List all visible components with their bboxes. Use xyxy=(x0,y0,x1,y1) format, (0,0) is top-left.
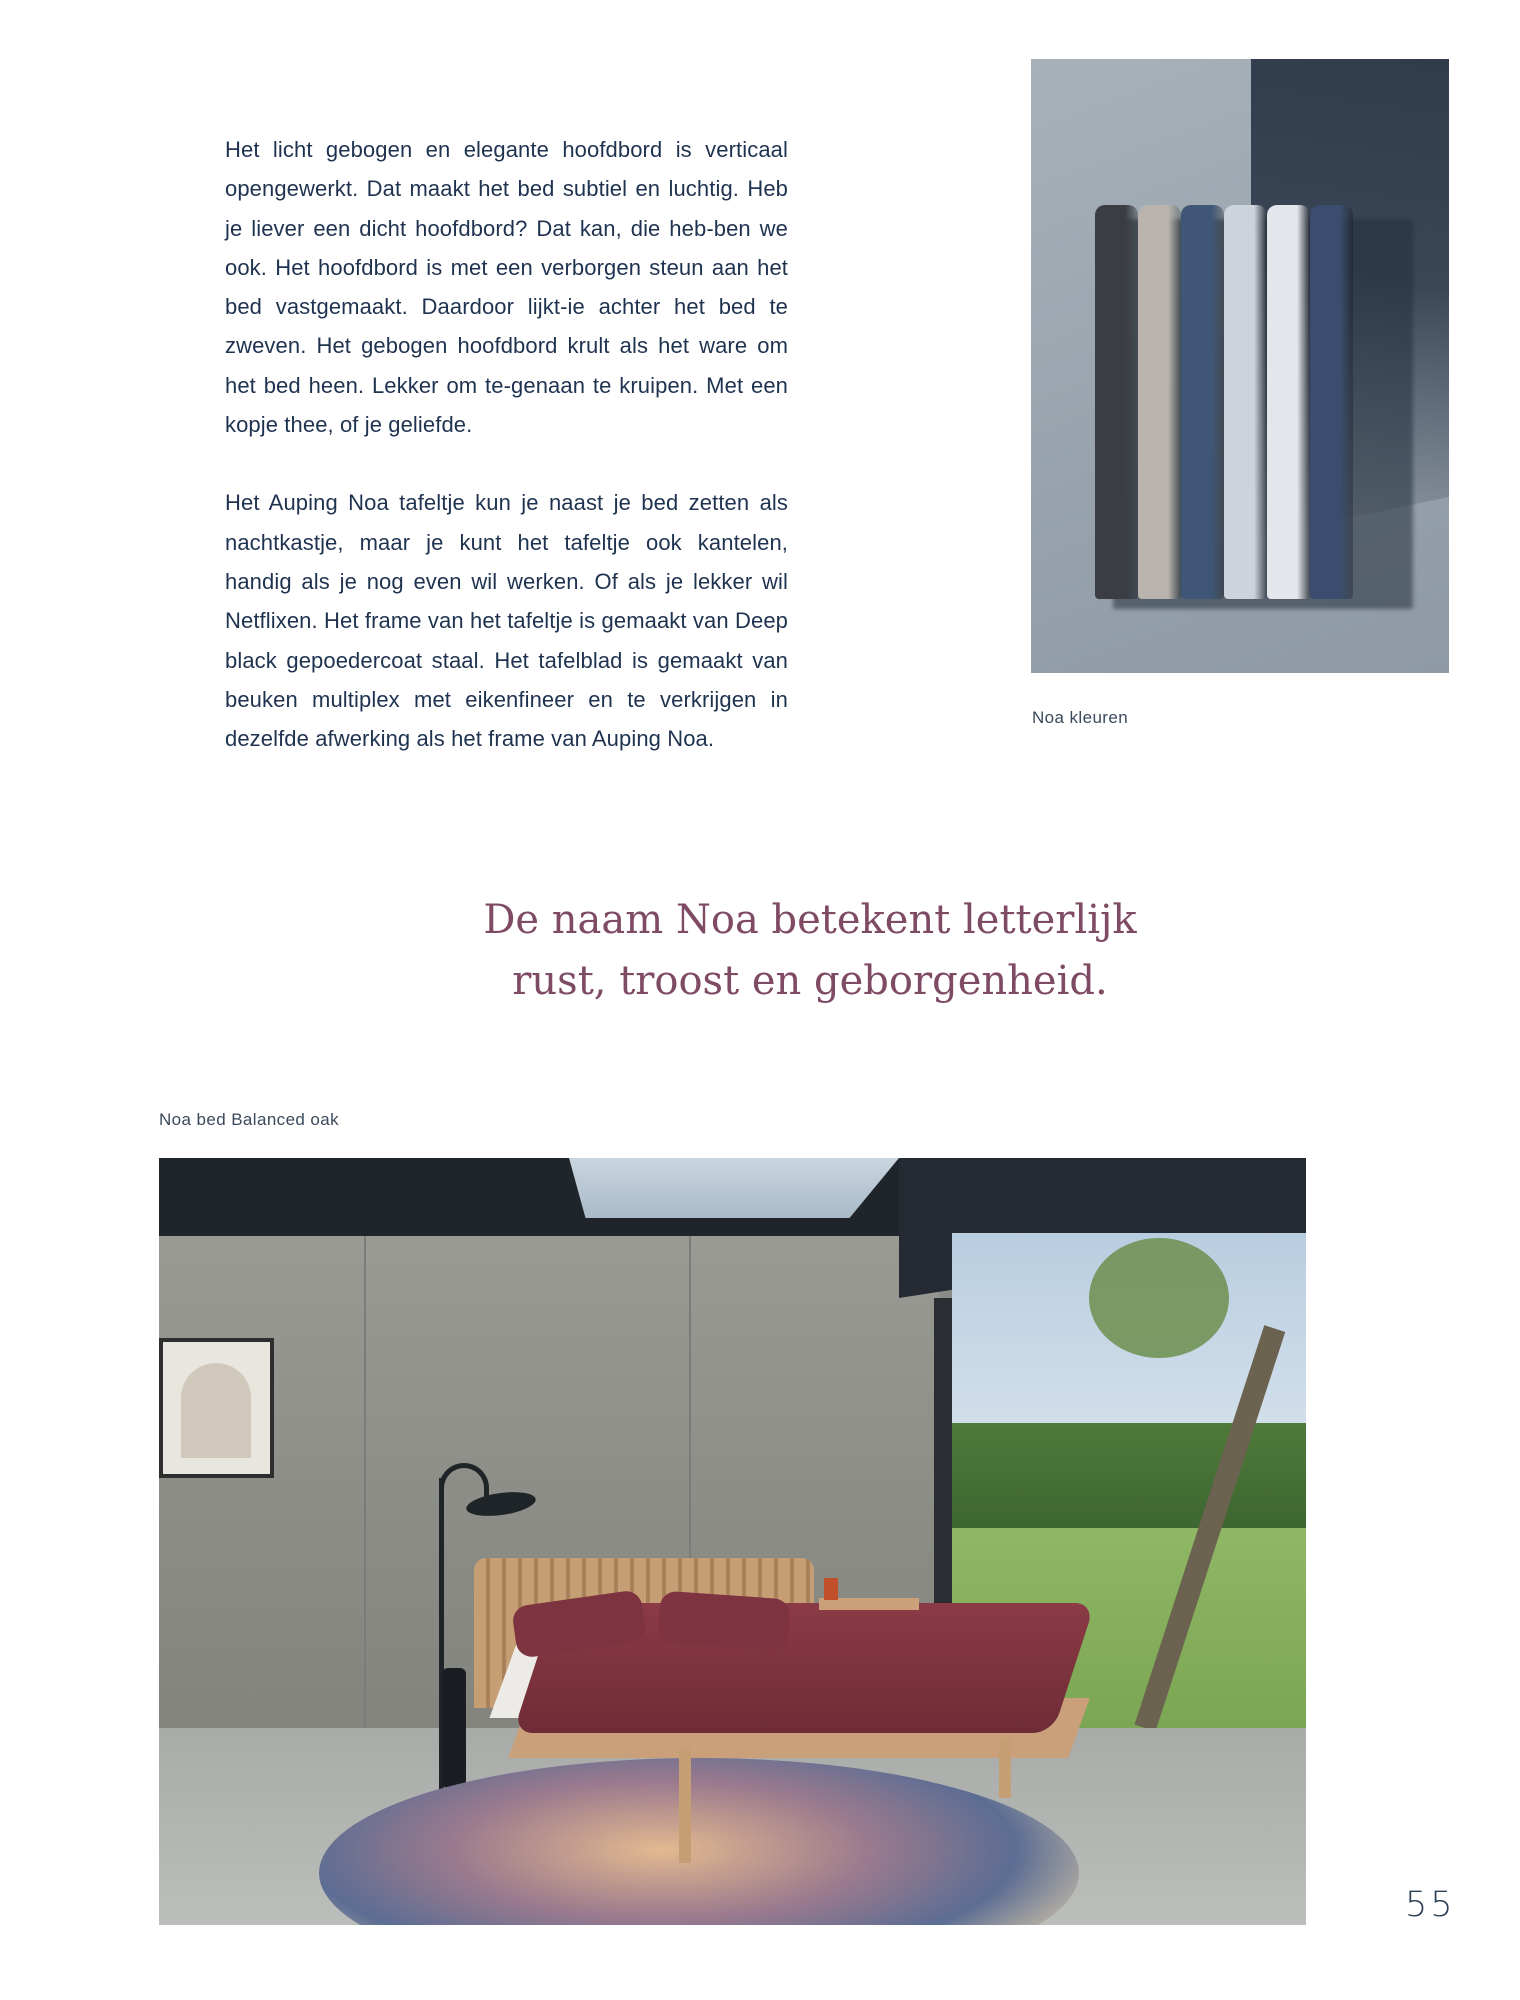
pull-quote xyxy=(420,890,1200,1012)
wall-seam xyxy=(364,1228,366,1808)
body-text xyxy=(225,130,788,797)
bed-leg xyxy=(999,1738,1011,1798)
swatch-bar xyxy=(1138,205,1181,599)
swatch-bar xyxy=(1267,205,1310,599)
swatch-bar xyxy=(1224,205,1267,599)
lamp-base xyxy=(442,1668,466,1788)
quote-line-1: De naam Noa betekent letterlijk xyxy=(483,897,1137,943)
bed-caption: Noa bed Balanced oak xyxy=(159,1110,340,1129)
swatch-bar xyxy=(1310,205,1353,599)
paragraph-headboard: Het licht gebogen en elegante hoofdbord is verticaal opengewerkt. Dat maakt het bed subtiel en luchtig. Heb je liever een dicht hoofdbord? Dat kan, die heb-ben we ook. Het hoofdbord is met een verborgen steun aan het bed vastgemaakt. Daardoor lijkt-ie achter het bed te zweven. Het gebogen hoofdbord krult als het ware om het bed heen. Lekker om te-genaan te kruipen. Met een kopje thee, of je geliefde. xyxy=(225,137,788,438)
page-number: 55 xyxy=(1405,1885,1456,1925)
bed-leg xyxy=(679,1748,691,1863)
noa-colors-photo xyxy=(1031,59,1449,673)
pillow xyxy=(657,1591,790,1652)
artwork-arch xyxy=(181,1363,251,1458)
quote-line-2: rust, troost en geborgenheid. xyxy=(512,958,1108,1004)
swatch-bar xyxy=(1181,205,1224,599)
paragraph-table: Het Auping Noa tafeltje kun je naast je bed zetten als nachtkastje, maar je kunt het tafeltje ook kantelen, handig als je nog even wil werken. Of als je lekker wil Netflixen. Het frame van het tafeltje is gemaakt van Deep black gepoedercoat staal. Het tafelblad is gemaakt van beuken multiplex met eikenfineer en te verkrijgen in dezelfde afwerking als het frame van Auping Noa. xyxy=(225,490,788,752)
swatch-caption: Noa kleuren xyxy=(1032,708,1129,727)
landscape-trees xyxy=(952,1423,1306,1533)
swatch-bar xyxy=(1095,205,1138,599)
table-lamp xyxy=(824,1578,838,1600)
noa-bed-photo xyxy=(159,1158,1306,1925)
skylight xyxy=(569,1158,899,1218)
tree-crown xyxy=(1089,1238,1229,1358)
